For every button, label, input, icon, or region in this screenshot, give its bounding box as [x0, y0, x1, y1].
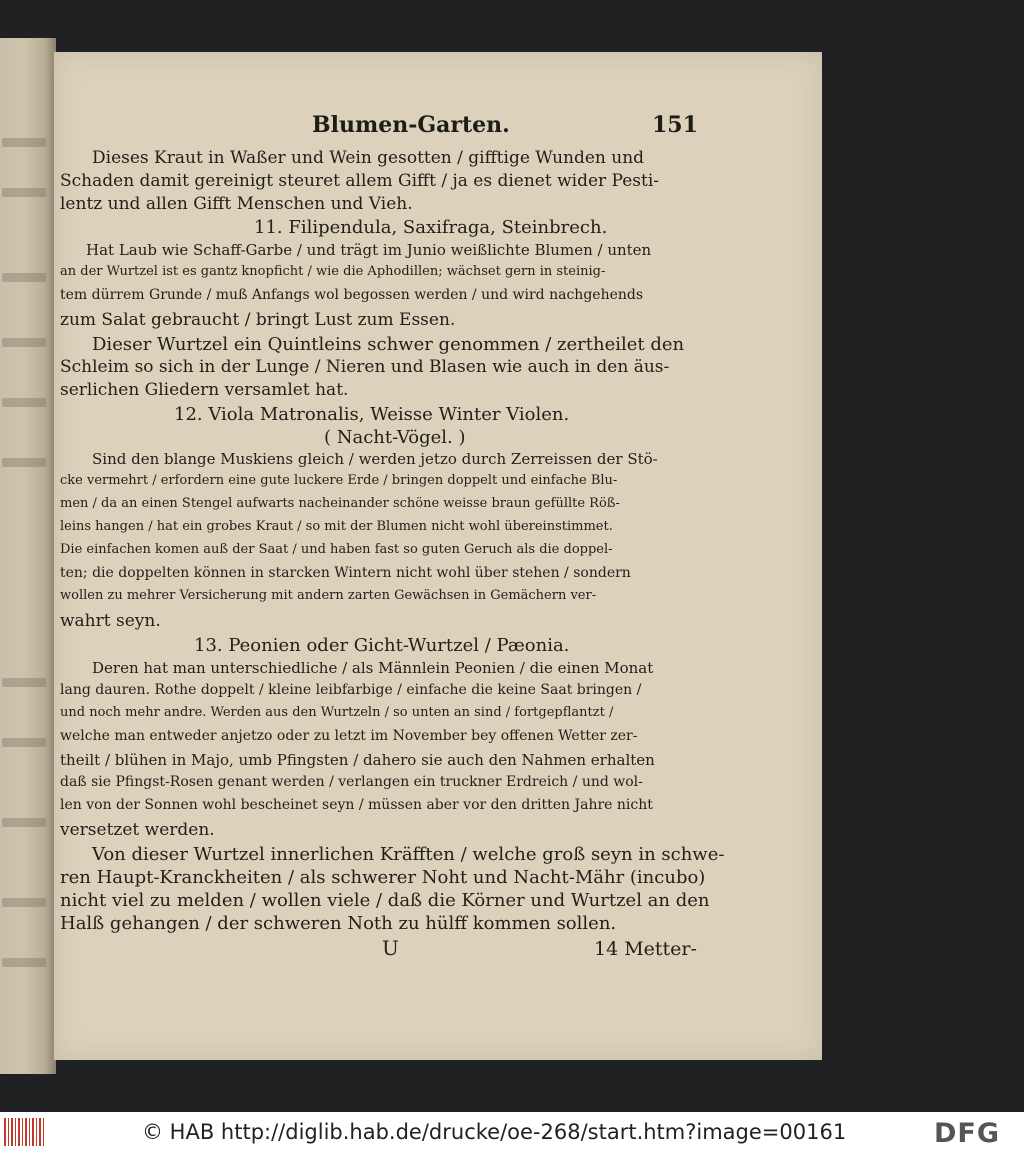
text-line: Schleim so sich in der Lunge / Nieren und Blasen wie auch in den äus-: [60, 357, 670, 377]
text-line: an der Wurtzel ist es gantz knopficht / wie die Aphodillen; wächset gern in steinig-: [60, 264, 606, 279]
text-line: leins hangen / hat ein grobes Kraut / so mit der Blumen nicht wohl übereinstimmet.: [60, 519, 613, 534]
book-page: [54, 52, 822, 1060]
text-line: men / da an einen Stengel aufwarts nacheinander schöne weisse braun gefüllte Röß-: [60, 496, 620, 511]
text-line: wollen zu mehrer Versicherung mit andern zarten Gewächsen in Gemächern ver-: [60, 588, 597, 603]
page-number: 151: [652, 112, 698, 138]
text-line: tem dürrem Grunde / muß Anfangs wol begossen werden / und wird nachgehends: [60, 287, 644, 303]
text-line: ten; die doppelten können in starcken Wintern nicht wohl über stehen / sondern: [60, 565, 631, 581]
text-line: versetzet werden.: [60, 820, 215, 840]
text-line: serlichen Gliedern versamlet hat.: [60, 380, 349, 400]
dfg-logo: DFG: [934, 1118, 1001, 1149]
text-line: und noch mehr andre. Werden aus den Wurtzeln / so unten an sind / fortgepflantzt /: [60, 705, 614, 720]
text-line: daß sie Pfingst-Rosen genant werden / verlangen ein truckner Erdreich / und wol-: [60, 774, 643, 790]
text-line: welche man entweder anjetzo oder zu letzt im November bey offenen Wetter zer-: [60, 728, 638, 744]
text-line: Sind den blange Muskiens gleich / werden jetzo durch Zerreissen der Stö-: [92, 450, 658, 468]
viewer-footer: [0, 1112, 1024, 1152]
text-line: cke vermehrt / erfordern eine gute luckere Erde / bringen doppelt und einfache Blu-: [60, 473, 618, 488]
text-line: Halß gehangen / der schweren Noth zu hülff kommen sollen.: [60, 913, 617, 934]
text-line: ren Haupt-Kranckheiten / als schwerer Noht und Nacht-Mähr (incubo): [60, 867, 706, 888]
section-heading: 13. Peonien oder Gicht-Wurtzel / Pæonia.: [194, 635, 570, 656]
text-line: nicht viel zu melden / wollen viele / daß die Körner und Wurtzel an den: [60, 890, 710, 911]
text-line: theilt / blühen in Majo, umb Pfingsten / dahero sie auch den Nahmen erhalten: [60, 751, 655, 769]
text-line: Dieses Kraut in Waßer und Wein gesotten / gifftige Wunden und: [92, 148, 645, 168]
text-line: zum Salat gebraucht / bringt Lust zum Essen.: [60, 310, 456, 330]
text-line: wahrt seyn.: [60, 611, 161, 631]
section-heading: 11. Filipendula, Saxifraga, Steinbrech.: [254, 217, 608, 238]
text-line: Dieser Wurtzel ein Quintleins schwer genommen / zertheilet den: [92, 334, 685, 355]
text-line: Die einfachen komen auß der Saat / und haben fast so guten Geruch als die doppel-: [60, 542, 613, 557]
previous-page-edge: [0, 38, 56, 1074]
section-subheading: ( Nacht-Vögel. ): [324, 427, 466, 448]
text-line: Schaden damit gereinigt steuret allem Gifft / ja es dienet wider Pesti-: [60, 171, 660, 191]
text-line: Deren hat man unterschiedliche / als Männlein Peonien / die einen Monat: [92, 659, 654, 677]
signature-mark: U: [382, 936, 399, 960]
text-line: lang dauren. Rothe doppelt / kleine leibfarbige / einfache die keine Saat bringen /: [60, 682, 642, 698]
text-line: len von der Sonnen wohl bescheinet seyn / müssen aber vor den dritten Jahre nicht: [60, 797, 653, 813]
section-heading: 12. Viola Matronalis, Weisse Winter Violen.: [174, 404, 570, 425]
catchword: 14 Metter-: [594, 938, 697, 960]
text-line: Hat Laub wie Schaff-Garbe / und trägt im Junio weißlichte Blumen / unten: [86, 241, 652, 259]
text-line: lentz und allen Gifft Menschen und Vieh.: [60, 194, 413, 214]
text-line: Von dieser Wurtzel innerlichen Kräfften / welche groß seyn in schwe-: [92, 844, 725, 865]
running-head: Blumen-Garten.: [312, 112, 510, 138]
copyright-url-link[interactable]: © HAB http://diglib.hab.de/drucke/oe-268/start.htm?image=00161: [142, 1120, 847, 1144]
barcode-icon: [4, 1118, 46, 1146]
